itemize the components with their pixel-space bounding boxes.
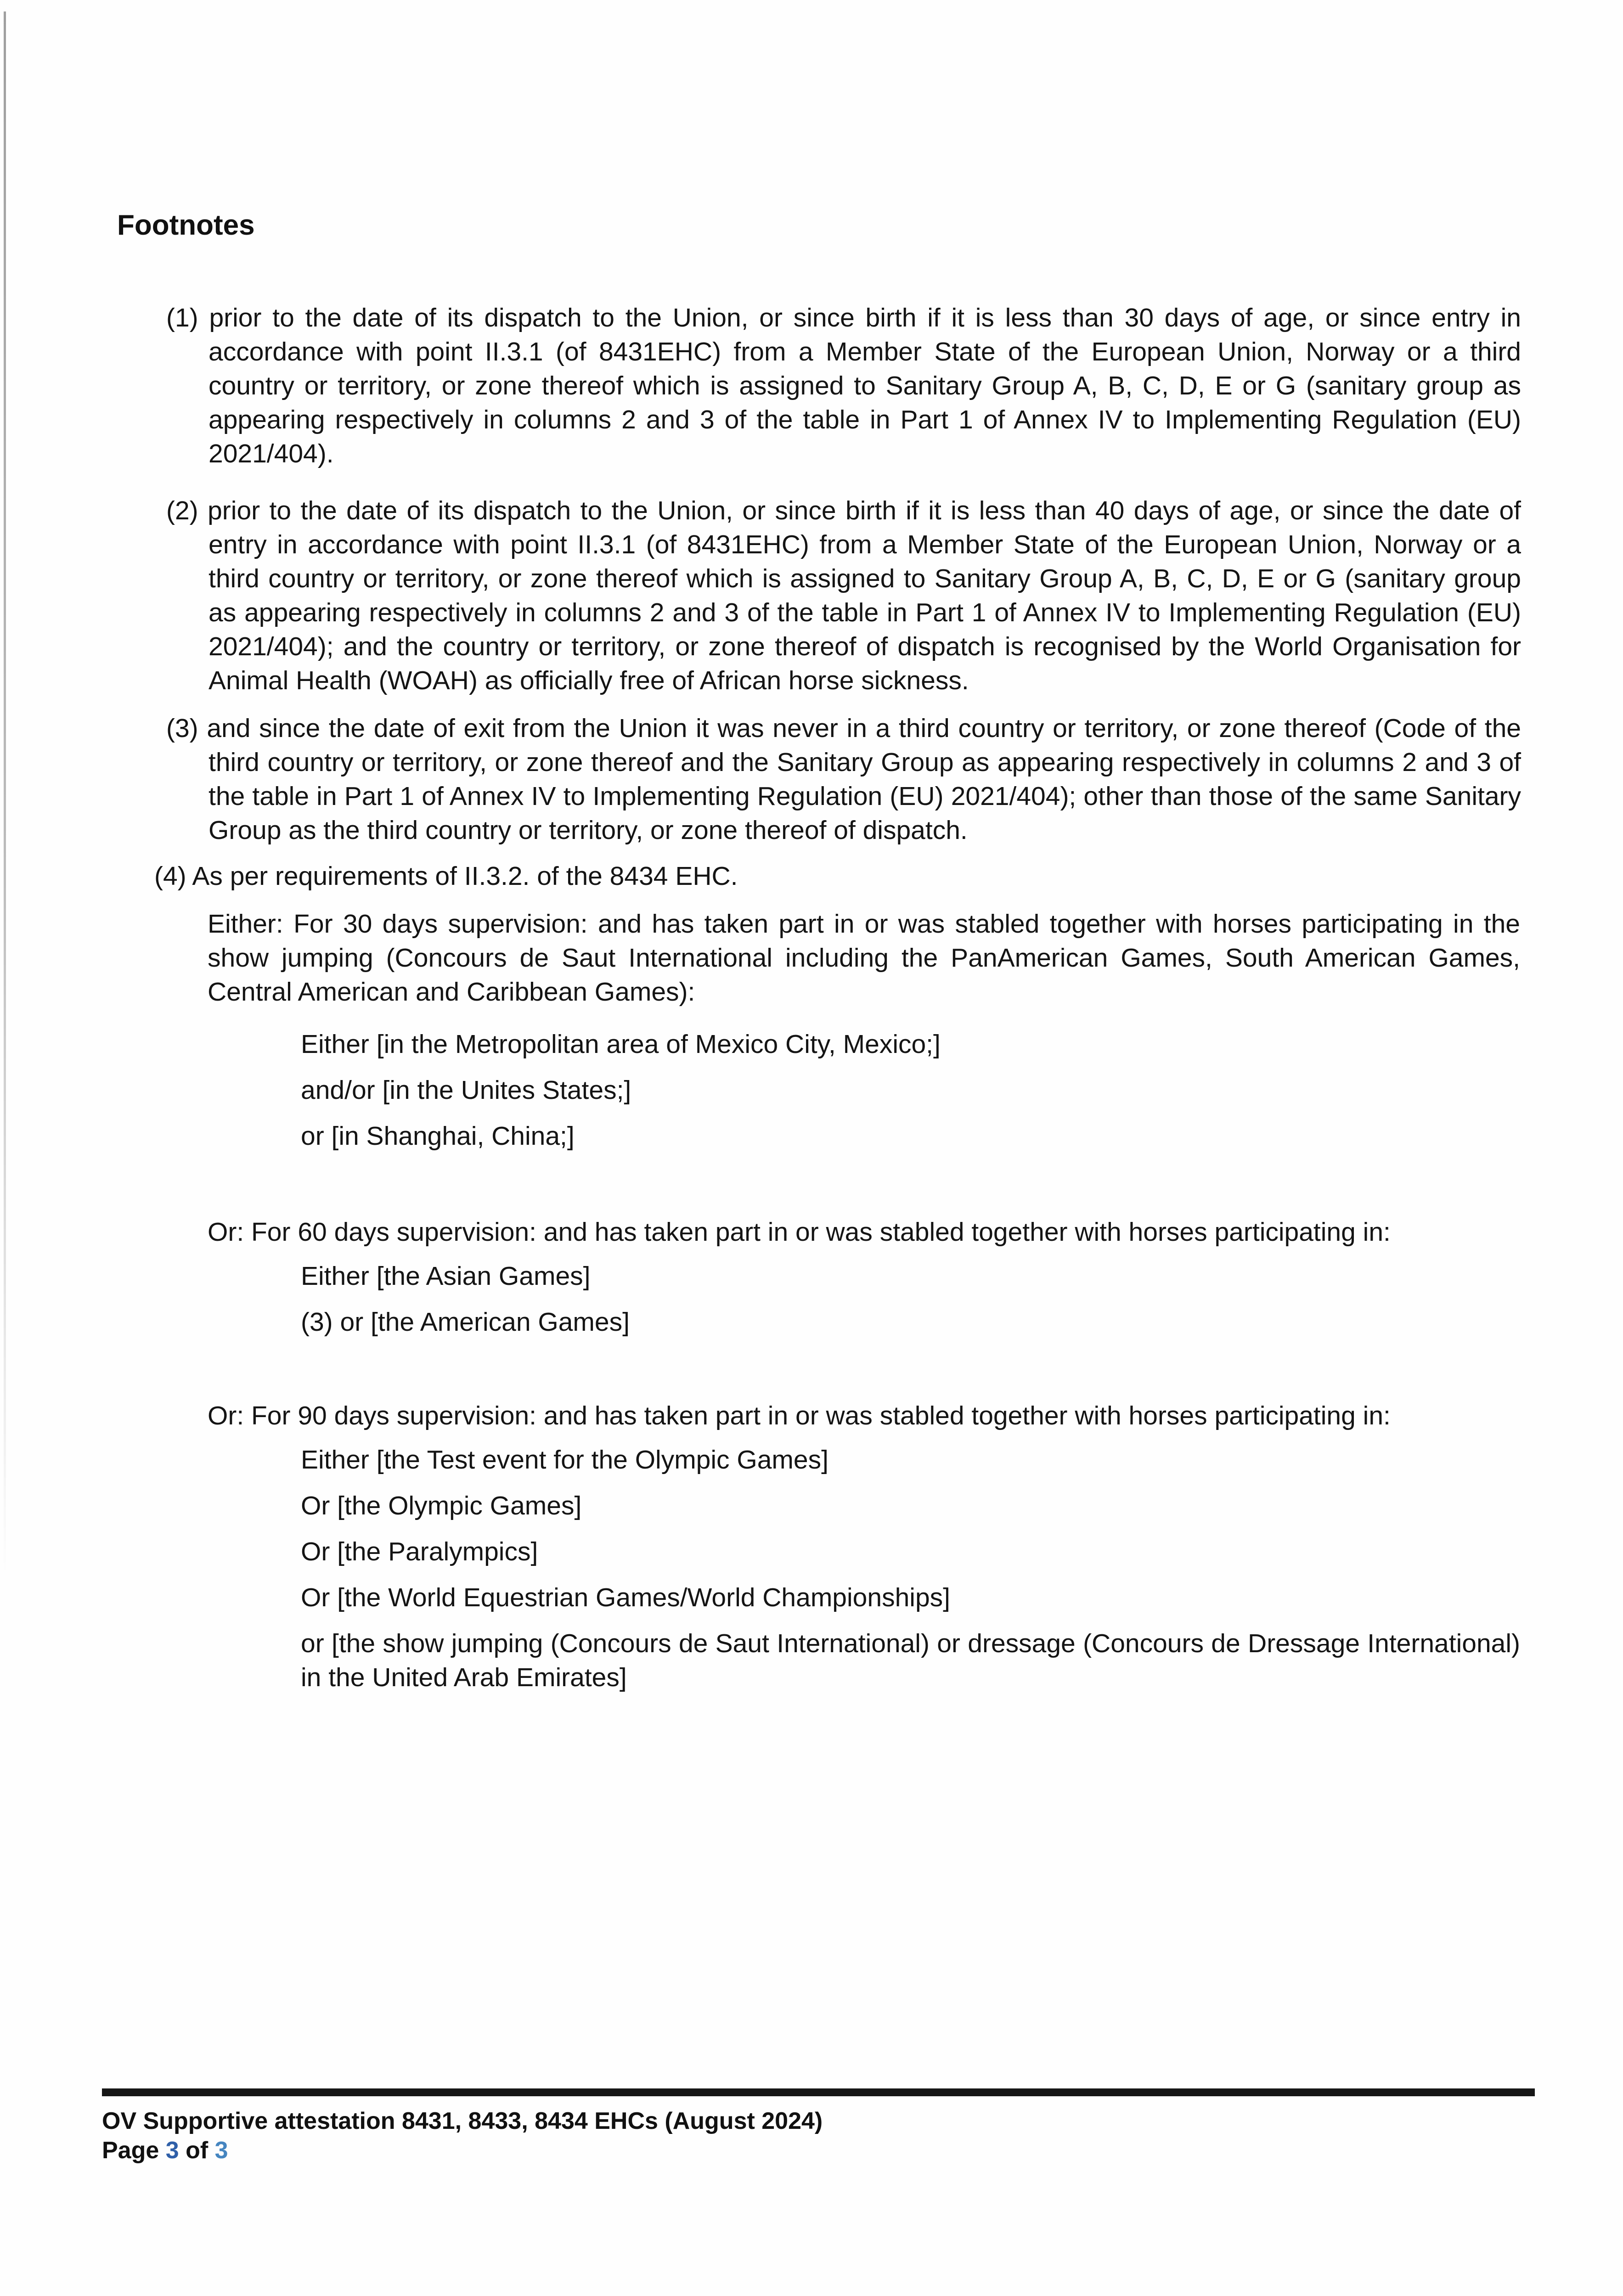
supervision-60-days-intro: Or: For 60 days supervision: and has taken part in or was stabled together with horses participating in:: [208, 1217, 1391, 1247]
supervision-90-option-5: or [the show jumping (Concours de Saut International) or dressage (Concours de Dressage International) in the United Arab Emirates]: [301, 1629, 1520, 1692]
footnote-2-text: prior to the date of its dispatch to the Union, or since birth if it is less than 40 days of age, or since the date of entry in accordance with point II.3.1 (of 8431EHC) from a Member State of the European Union, Norway or a third country or territory, or zone thereof which is assigned to Sanitary Group A, B, C, D, E or G (sanitary group as appearing respectively in columns 2 and 3 of the table in Part 1 of Annex IV to Implementing Regulation (EU) 2021/404); and the country or territory, or zone thereof of dispatch is recognised by the World Organisation for Animal Health (WOAH) as officially free of African horse sickness.: [208, 496, 1521, 695]
footnote-1-text: prior to the date of its dispatch to the Union, or since birth if it is less than 30 days of age, or since entry in accordance with point II.3.1 (of 8431EHC) from a Member State of the European Union, Norway or a third country or territory, or zone thereof which is assigned to Sanitary Group A, B, C, D, E or G (sanitary group as appearing respectively in columns 2 and 3 of the table in Part 1 of Annex IV to Implementing Regulation (EU) 2021/404).: [209, 303, 1521, 468]
footer-document-title: OV Supportive attestation 8431, 8433, 8434 EHCs (August 2024): [102, 2108, 823, 2134]
supervision-30-option-3: or [in Shanghai, China;]: [301, 1121, 575, 1151]
footnote-2-number: (2): [166, 496, 198, 525]
page-title: Footnotes: [117, 209, 255, 241]
footnote-1-number: (1): [166, 303, 198, 332]
footnote-1: [166, 301, 1521, 471]
supervision-90-option-3: Or [the Paralympics]: [301, 1537, 538, 1566]
footnote-3-number: (3): [166, 714, 198, 743]
supervision-30-option-2: and/or [in the Unites States;]: [301, 1075, 631, 1105]
supervision-60-option-1: Either [the Asian Games]: [301, 1261, 591, 1291]
supervision-30-days-intro: Either: For 30 days supervision: and has taken part in or was stabled together with horses participating in the show jumping (Concours de Saut International including the PanAmerican Games, South American Games, Central American and Caribbean Games):: [208, 909, 1520, 1007]
supervision-60-option-2: (3) or [the American Games]: [301, 1307, 630, 1337]
footer-page-label: Page: [102, 2137, 159, 2164]
supervision-90-option-1: Either [the Test event for the Olympic Games]: [301, 1445, 828, 1474]
footer-rule: [102, 2088, 1535, 2096]
footer-page-total: 3: [214, 2137, 228, 2164]
footnote-2: [166, 494, 1521, 698]
footnote-4: [154, 859, 1623, 893]
footnote-4-text: As per requirements of II.3.2. of the 8434 EHC.: [192, 861, 738, 891]
supervision-30-option-1: Either [in the Metropolitan area of Mexico City, Mexico;]: [301, 1030, 941, 1059]
footnote-3-text: and since the date of exit from the Union it was never in a third country or territory, or zone thereof (Code of the third country or territory, or zone thereof and the Sanitary Group as appearing respectively in columns 2 and 3 of the table in Part 1 of Annex IV to Implementing Regulation (EU) 2021/404); other than those of the same Sanitary Group as the third country or territory, or zone thereof of dispatch.: [207, 714, 1521, 845]
footnote-4-number: (4): [154, 861, 186, 891]
footer-page-indicator: [102, 2136, 1535, 2165]
footer-page-number: 3: [165, 2137, 179, 2164]
supervision-90-days-intro: Or: For 90 days supervision: and has taken part in or was stabled together with horses participating in:: [208, 1401, 1391, 1430]
supervision-90-option-4: Or [the World Equestrian Games/World Championships]: [301, 1583, 950, 1612]
footer-of-label: of: [186, 2137, 209, 2164]
supervision-90-option-2: Or [the Olympic Games]: [301, 1491, 582, 1520]
scan-edge-artifact: [4, 11, 6, 1577]
page-footer: [102, 2088, 1535, 2165]
footnote-3: [166, 711, 1521, 847]
